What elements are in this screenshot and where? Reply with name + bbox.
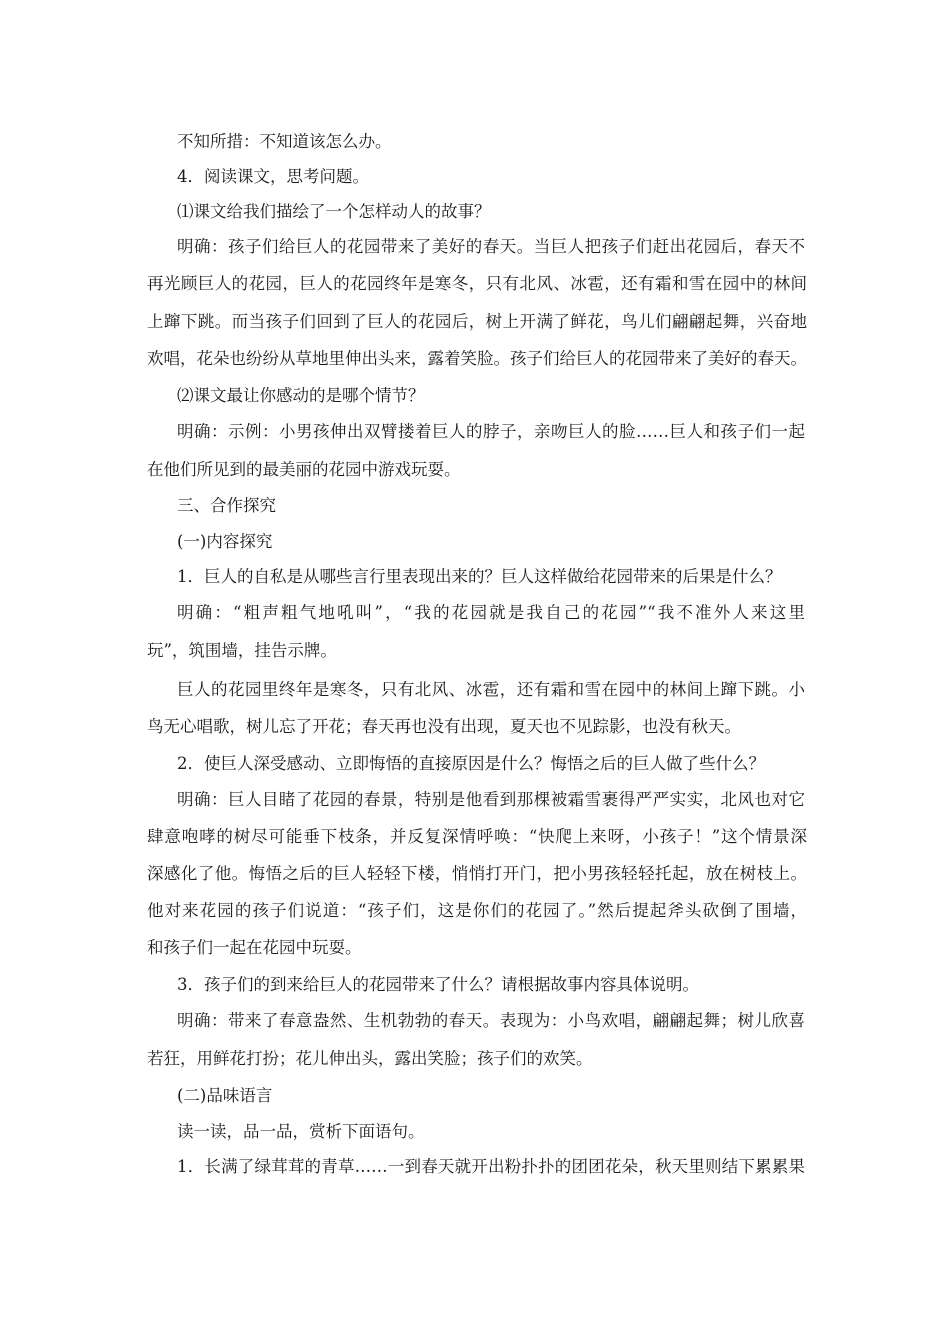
item-1-question: 1．巨人的自私是从哪些言行里表现出来的？巨人这样做给花园带来的后果是什么？: [177, 567, 782, 586]
item-2-answer-line-4: 他对来花园的孩子们说道：“孩子们，这是你们的花园了。”然后提起斧头砍倒了围墙，: [147, 901, 807, 920]
item-1-consequence-line-1: 巨人的花园里终年是寒冬，只有北风、冰雹，还有霜和雪在园中的林间上蹿下跳。小: [177, 680, 805, 699]
item-2-answer-line-5: 和孩子们一起在花园中玩耍。: [147, 938, 362, 957]
item-3-question: 3．孩子们的到来给巨人的花园带来了什么？请根据故事内容具体说明。: [177, 975, 699, 994]
item-1-consequence-line-2: 鸟无心唱歌，树儿忘了开花；春天再也没有出现，夏天也不见踪影，也没有秋天。: [147, 717, 741, 736]
answer-1-line-2: 再光顾巨人的花园，巨人的花园终年是寒冬，只有北风、冰雹，还有霜和雪在园中的林间: [147, 274, 807, 293]
section-heading: 三、合作探究: [177, 496, 276, 515]
task-heading: 4．阅读课文，思考问题。: [177, 167, 369, 186]
answer-1-line-3: 上蹿下跳。而当孩子们回到了巨人的花园后，树上开满了鲜花，鸟儿们翩翩起舞，兴奋地: [147, 312, 807, 331]
item-3-answer-line-1: 明确：带来了春意盎然、生机勃勃的春天。表现为：小鸟欢唱，翩翩起舞；树儿欣喜: [177, 1011, 805, 1030]
item-2-answer-line-1: 明确：巨人目睹了花园的春景，特别是他看到那棵被霜雪裹得严严实实，北风也对它: [177, 790, 805, 809]
subsection-heading: (一)内容探究: [177, 532, 273, 551]
question-2: ⑵课文最让你感动的是哪个情节？: [177, 386, 425, 405]
item-2-answer-line-3: 深感化了他。悔悟之后的巨人轻轻下楼，悄悄打开门，把小男孩轻轻托起，放在树枝上。: [147, 864, 807, 883]
item-3-answer-line-2: 若狂，用鲜花打扮；花儿伸出头，露出笑脸；孩子们的欢笑。: [147, 1049, 593, 1068]
item-2-question: 2．使巨人深受感动、立即悔悟的直接原因是什么？悔悟之后的巨人做了些什么？: [177, 754, 765, 773]
item-2-answer-line-2: 肆意咆哮的树尽可能垂下枝条，并反复深情呼唤：“快爬上来呀，小孩子！”这个情景深: [147, 827, 807, 846]
question-1: ⑴课文给我们描绘了一个怎样动人的故事？: [177, 202, 491, 221]
item-1-answer-line-2: 玩”，筑围墙，挂告示牌。: [147, 641, 337, 660]
answer-1-line-4: 欢唱，花朵也纷纷从草地里伸出头来，露着笑脸。孩子们给巨人的花园带来了美好的春天。: [147, 349, 807, 368]
subsection-2-heading: (二)品味语言: [177, 1086, 273, 1105]
item-1-answer-line-1: 明确：“粗声粗气地吼叫”，“我的花园就是我自己的花园”“我不准外人来这里: [177, 603, 805, 622]
sentence-1: 1．长满了绿茸茸的青草……一到春天就开出粉扑扑的团团花朵，秋天里则结下累累果: [177, 1157, 805, 1176]
answer-2-line-1: 明确：示例：小男孩伸出双臂搂着巨人的脖子，亲吻巨人的脸……巨人和孩子们一起: [177, 422, 805, 441]
answer-2-line-2: 在他们所见到的最美丽的花园中游戏玩耍。: [147, 460, 461, 479]
subsection-2-instruction: 读一读，品一品，赏析下面语句。: [177, 1122, 425, 1141]
answer-1-line-1: 明确：孩子们给巨人的花园带来了美好的春天。当巨人把孩子们赶出花园后，春天不: [177, 237, 805, 256]
vocab-note: 不知所措：不知道该怎么办。: [177, 132, 392, 151]
